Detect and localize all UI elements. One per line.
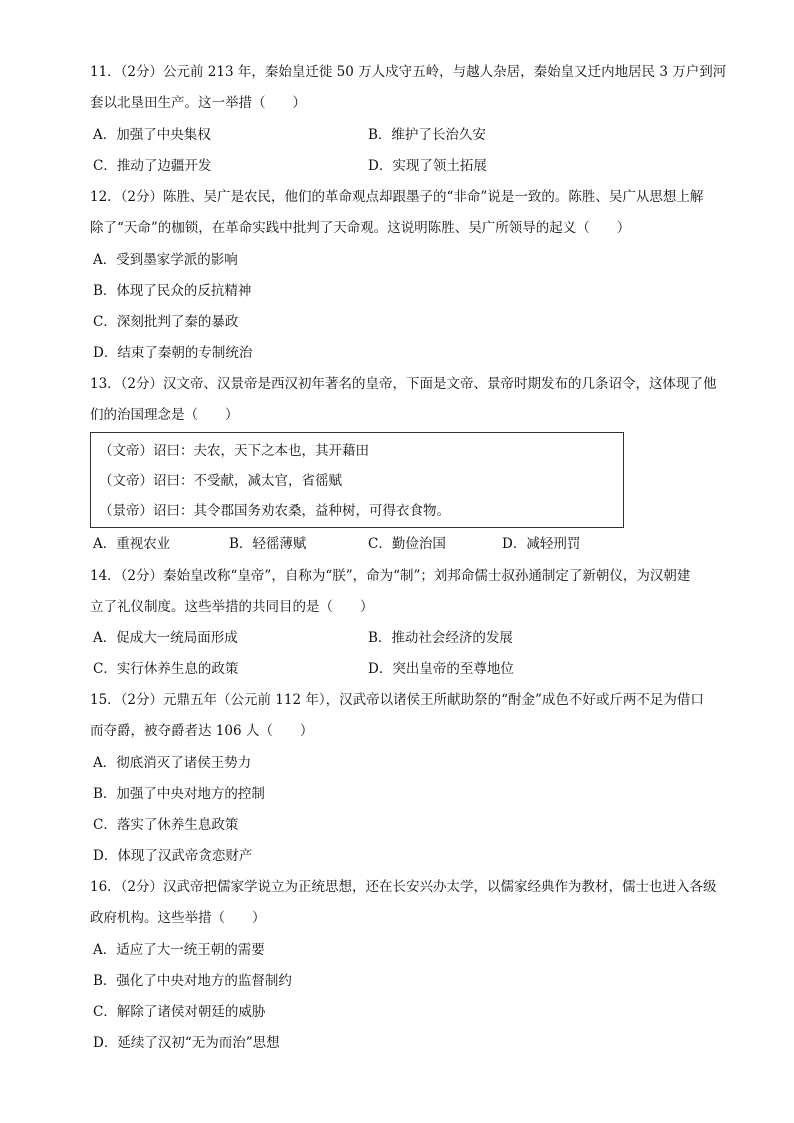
q15-option-a: A．彻底消灭了诸侯王势力 bbox=[93, 755, 252, 771]
q13-option-c: C．勤俭治国 bbox=[368, 536, 446, 552]
q14-option-a: A．促成大一统局面形成 bbox=[93, 630, 238, 646]
q15-option-c: C．落实了休养生息政策 bbox=[93, 817, 239, 833]
q11-option-b: B．维护了长治久安 bbox=[368, 127, 486, 143]
q13-stem-line-2: 们的治国理念是（ ） bbox=[90, 407, 239, 423]
q12-option-d: D．结束了秦朝的专制统治 bbox=[93, 345, 253, 361]
q12-option-a: A．受到墨家学派的影响 bbox=[93, 252, 238, 268]
q11-option-c: C．推动了边疆开发 bbox=[93, 158, 212, 174]
q14-option-b: B．推动社会经济的发展 bbox=[368, 630, 513, 646]
q11-stem-line-1: 11．（2分）公元前 213 年，秦始皇迁徙 50 万人戍守五岭，与越人杂居，秦始皇又迁内地居民 3 万户到河 bbox=[90, 64, 727, 80]
q16-option-d: D．延续了汉初“无为而治”思想 bbox=[93, 1035, 280, 1051]
q16-stem-line-1: 16．（2分）汉武帝把儒家学说立为正统思想，还在长安兴办太学，以儒家经典作为教材，儒士也进入各级 bbox=[90, 879, 717, 895]
q12-option-b: B．体现了民众的反抗精神 bbox=[93, 283, 252, 299]
q12-stem-line-2: 除了“天命”的枷锁，在革命实践中批判了天命观。这说明陈胜、吴广所领导的起义（ ） bbox=[90, 220, 631, 236]
q11-option-d: D．实现了领土拓展 bbox=[368, 158, 487, 174]
q13-edict-2: （文帝）诏曰：不受献，减太官，省徭赋 bbox=[99, 473, 342, 489]
q13-edict-box bbox=[90, 432, 624, 528]
q13-option-b: B．轻徭薄赋 bbox=[229, 536, 307, 552]
q13-option-d: D．减轻刑罚 bbox=[502, 536, 581, 552]
q15-option-b: B．加强了中央对地方的控制 bbox=[93, 786, 265, 802]
q12-option-c: C．深刻批判了秦的暴政 bbox=[93, 314, 239, 330]
q12-stem-line-1: 12．（2分）陈胜、吴广是农民，他们的革命观点却跟墨子的“非命”说是一致的。陈胜、吴广从思想上解 bbox=[90, 189, 704, 205]
q16-option-b: B．强化了中央对地方的监督制约 bbox=[93, 973, 292, 989]
q16-option-c: C．解除了诸侯对朝廷的威胁 bbox=[93, 1004, 266, 1020]
q13-option-a: A．重视农业 bbox=[93, 536, 171, 552]
q14-option-d: D．突出皇帝的至尊地位 bbox=[368, 661, 514, 677]
q14-option-c: C．实行休养生息的政策 bbox=[93, 661, 239, 677]
q11-option-a: A．加强了中央集权 bbox=[93, 127, 211, 143]
q11-stem-line-2: 套以北垦田生产。这一举措（ ） bbox=[90, 95, 306, 111]
q15-stem-line-2: 而夺爵，被夺爵者达 106 人（ ） bbox=[90, 723, 314, 739]
q14-stem-line-1: 14．（2分）秦始皇改称“皇帝”，自称为“朕”，命为“制”；刘邦命儒士叔孙通制定了新朝仪，为汉朝建 bbox=[90, 568, 691, 584]
q15-stem-line-1: 15．（2分）元鼎五年（公元前 112 年），汉武帝以诸侯王所献助祭的“酎金”成色不好或斤两不足为借口 bbox=[90, 692, 704, 708]
q14-stem-line-2: 立了礼仪制度。这些举措的共同目的是（ ） bbox=[90, 599, 374, 615]
q13-edict-3: （景帝）诏曰：其令郡国务劝农桑，益种树，可得衣食物。 bbox=[99, 503, 450, 519]
q16-stem-line-2: 政府机构。这些举措（ ） bbox=[90, 910, 266, 926]
q15-option-d: D．体现了汉武帝贪恋财产 bbox=[93, 848, 253, 864]
q13-edict-1: （文帝）诏曰：夫农，天下之本也，其开藉田 bbox=[99, 443, 369, 459]
q16-option-a: A．适应了大一统王朝的需要 bbox=[93, 942, 265, 958]
q13-stem-line-1: 13．（2分）汉文帝、汉景帝是西汉初年著名的皇帝，下面是文帝、景帝时期发布的几条诏令，这体现了他 bbox=[90, 376, 717, 392]
